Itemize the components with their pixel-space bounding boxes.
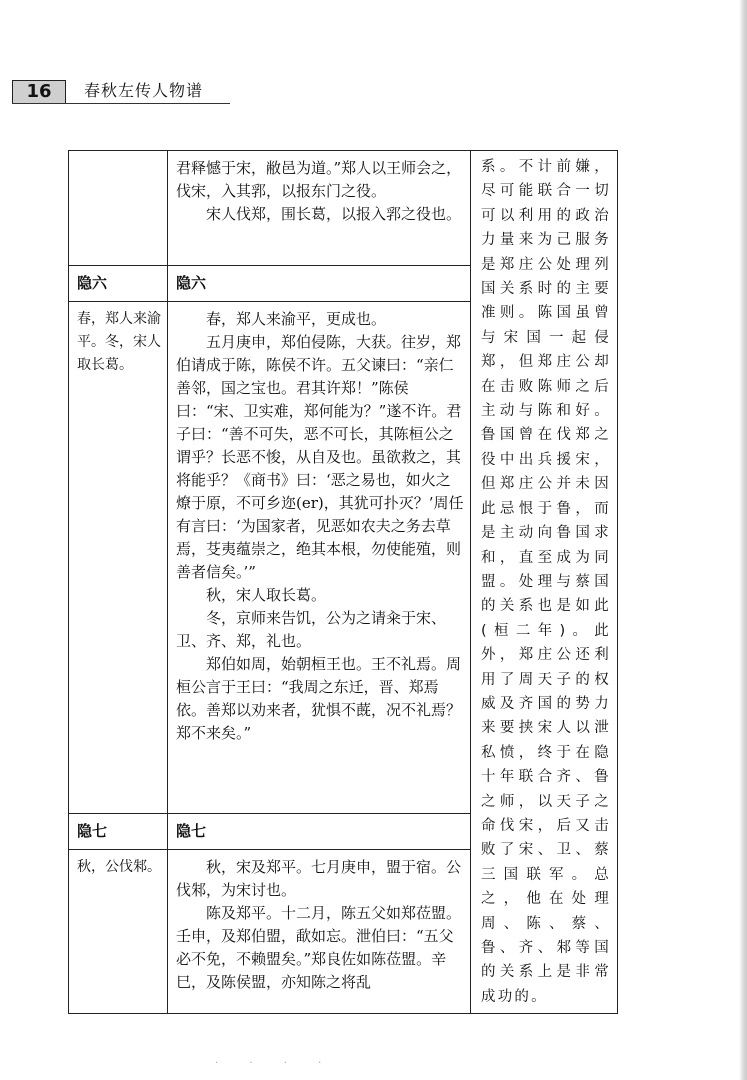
zhuan-paragraph: 冬，京师来告饥，公为之请籴于宋、卫、齐、郑，礼也。 (176, 609, 447, 651)
jing-text: 春，郑人来渝平。冬，宋人取长葛。 (77, 311, 161, 374)
zhuan-cell (168, 151, 471, 266)
zhuan-text (168, 151, 470, 230)
jing-cell-empty (69, 151, 168, 266)
jing-text: 秋，公伐邾。 (77, 858, 161, 875)
scan-noise: · · · · (215, 1058, 336, 1069)
zhuan-paragraph: 秋，宋及郑平。七月庚申，盟于宿。公伐邾，为宋讨也。 (176, 857, 462, 899)
zhuan-paragraph: 郑伯如周，始朝桓王也。王不礼焉。周桓公言于王曰：“我周之东迁，晋、郑焉依。善郑以劝来者，犹惧不蔇，况不礼焉？郑不来矣。” (176, 655, 462, 743)
table-row (69, 151, 618, 266)
zhuan-paragraph: 秋，宋人取长葛。 (206, 586, 327, 605)
year-label-right: 隐六 (176, 274, 207, 293)
zhuan-paragraph: 五月庚申，郑伯侵陈，大获。往岁，郑伯请成于陈，陈侯不许。五父谏曰：“亲仁善邻，国之宝也。君其许郑！”陈侯曰：“宋、卫实难，郑何能为？”遂不许。君子曰：“善不可失，恶不可长，其陈桓公之谓乎？长恶不悛，从自及也。虽欲救之，其将能乎？《商书》曰：‘恶之易也，如火之燎于原，不可乡迩(er)，其犹可扑灭？’周任有言曰：‘为国家者，见恶如农夫之务去草焉，芟夷蕴崇之，绝其本根，勿使能殖，则善者信矣。’” (176, 333, 464, 582)
zhuan-paragraph: 宋人伐郑，围长葛，以报入郛之役也。 (206, 205, 462, 223)
year-label-left: 隐七 (77, 821, 108, 840)
zhuan-paragraph: 君释憾于宋，敝邑为道。”郑人以王师会之，伐宋，入其郛，以报东门之役。 (176, 159, 462, 200)
zhuan-text (168, 302, 470, 749)
header-rule (12, 103, 230, 104)
zhuan-paragraph: 陈及郑平。十二月，陈五父如郑莅盟。壬申，及郑伯盟，歃如忘。泄伯曰：“五父必不免，不赖盟矣。”郑良佐如陈莅盟。辛巳，及陈侯盟，亦知陈之将乱 (176, 903, 462, 991)
year-label-right: 隐七 (176, 821, 207, 840)
book-title: 春秋左传人物谱 (84, 81, 204, 100)
page-number: 16 (12, 80, 66, 104)
chronicle-table (68, 150, 618, 1014)
page-header (12, 80, 230, 104)
commentary-text: 系。不计前嫌，尽可能联合一切可以利用的政治力量来为己服务是郑庄公处理列国关系时的主要准则。陈国虽曾与宋国一起侵郑，但郑庄公却在击败陈师之后主动与陈和好。鲁国曾在伐郑之役中出兵援宋，但郑庄公并未因此忌恨于鲁，而是主动向鲁国求和，直至成为同盟。处理与蔡国的关系也是如此(桓二年)。此外，郑庄公还利用了周天子的权威及齐国的势力来要挟宋人以泄私愤，终于在隐十年联合齐、鲁之师，以天子之命伐宋，后又击败了宋、卫、蔡三国联军。总之，他在处理周、陈、蔡、鲁、齐、邾等国的关系上是非常成功的。 (481, 159, 611, 1005)
year-label-left: 隐六 (77, 274, 108, 293)
commentary-cell (471, 151, 618, 1014)
zhuan-text (168, 850, 470, 998)
scan-edge (739, 0, 747, 1080)
zhuan-paragraph: 春，郑人来渝平，更成也。 (206, 310, 387, 329)
